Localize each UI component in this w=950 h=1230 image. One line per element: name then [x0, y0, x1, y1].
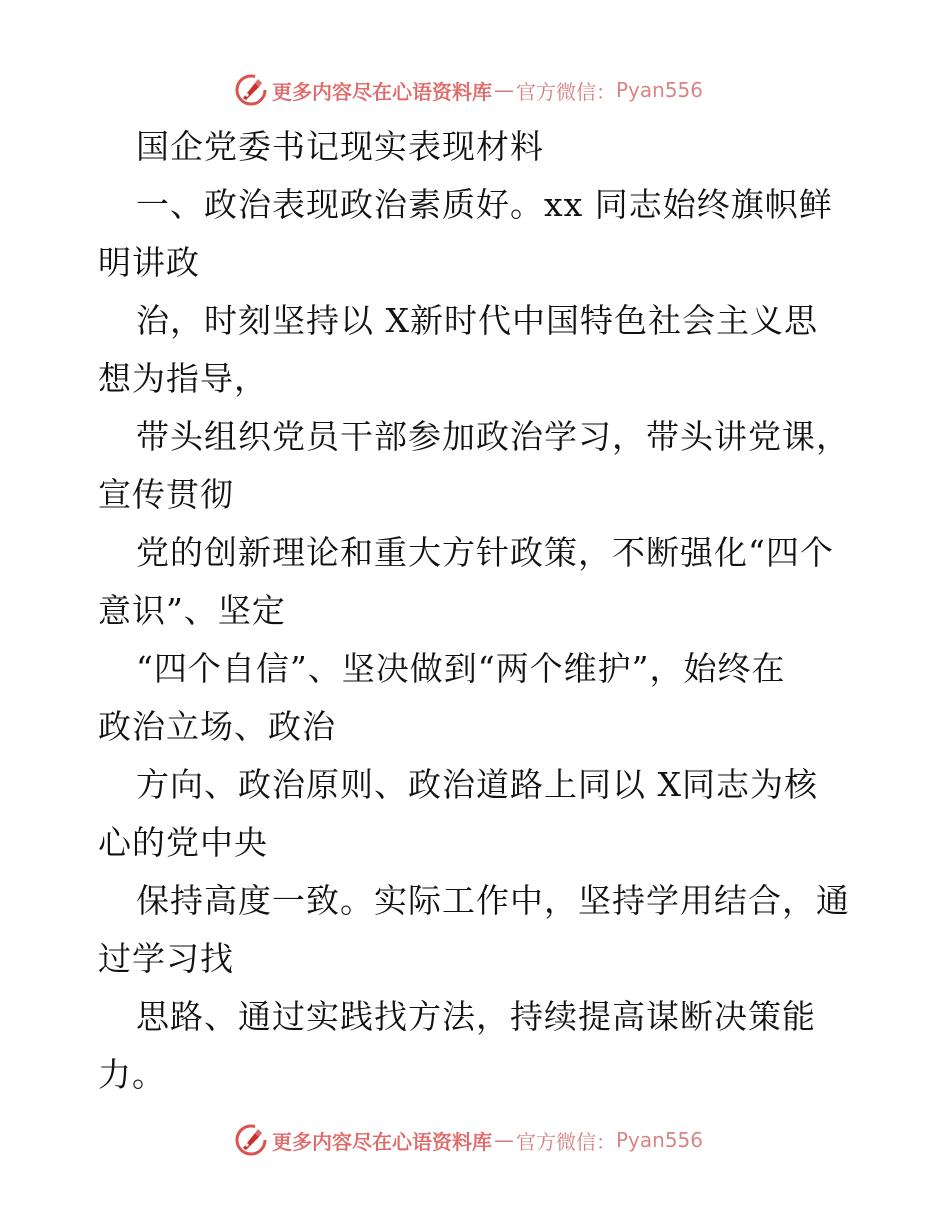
- paragraph-line: “四个自信”、坚决做到“两个维护”，始终在: [136, 649, 786, 688]
- paragraph-line: 保持高度一致。实际工作中，坚持学用结合，通: [136, 881, 850, 920]
- paragraph-line: 带头组织党员干部参加政治学习，带头讲党课，: [136, 417, 850, 456]
- footer-banner: [234, 1120, 703, 1160]
- paragraph-line: 力。: [98, 1055, 166, 1094]
- banner-text: 更多内容尽在心语资料库: [272, 79, 492, 104]
- paragraph-line: 意识”、坚定: [98, 591, 286, 630]
- paragraph-line: 政治立场、政治: [98, 707, 336, 746]
- banner-wechat-id: Pyan556: [616, 78, 704, 102]
- paragraph-line: 思路、通过实践找方法，持续提高谋断决策能: [136, 997, 816, 1036]
- paragraph-line: 心的党中央: [98, 823, 268, 862]
- paragraph-line: 一、政治表现政治素质好。xx 同志始终旗帜鲜: [136, 185, 833, 224]
- banner-text: 更多内容尽在心语资料库: [272, 1129, 492, 1154]
- banner-label: 官方微信：: [516, 1129, 616, 1154]
- paragraph-line: 方向、政治原则、政治道路上同以 X同志为核: [136, 765, 818, 804]
- header-banner: [234, 70, 703, 110]
- document-body: [98, 118, 868, 1104]
- pen-nib-logo-icon: [234, 1123, 268, 1157]
- banner-dash: —: [494, 1128, 514, 1152]
- document-title: 国企党委书记现实表现材料: [136, 127, 544, 166]
- banner-label: 官方微信：: [516, 79, 616, 104]
- pen-nib-logo-icon: [234, 73, 268, 107]
- paragraph-line: 想为指导，: [98, 359, 268, 398]
- banner-dash: —: [494, 78, 514, 102]
- paragraph-line: 治，时刻坚持以 X新时代中国特色社会主义思: [136, 301, 818, 340]
- paragraph-line: 党的创新理论和重大方针政策，不断强化“四个: [136, 533, 834, 572]
- paragraph-line: 明讲政: [98, 243, 200, 282]
- paragraph-line: 过学习找: [98, 939, 234, 978]
- paragraph-line: 宣传贯彻: [98, 475, 234, 514]
- banner-wechat-id: Pyan556: [616, 1128, 704, 1152]
